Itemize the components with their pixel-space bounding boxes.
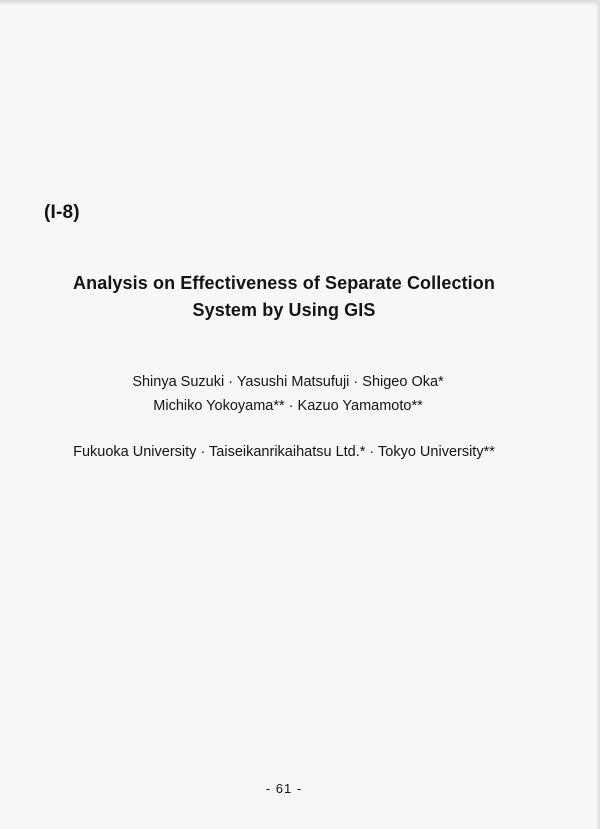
author-list (0, 370, 576, 418)
authors-line-1: Shinya Suzuki · Yasushi Matsufuji · Shigeo Oka* (132, 374, 444, 390)
title-line-2: System by Using GIS (192, 300, 376, 320)
title-line-1: Analysis on Effectiveness of Separate Collection (73, 273, 495, 293)
section-id: (I-8) (44, 202, 80, 223)
paper-title (0, 270, 568, 324)
scan-edge-top (0, 0, 600, 6)
authors-line-2: Michiko Yokoyama** · Kazuo Yamamoto** (153, 398, 423, 414)
page-number: - 61 - (265, 781, 303, 796)
affiliations: Fukuoka University · Taiseikanrikaihatsu Ltd.* · Tokyo University** (73, 444, 495, 460)
